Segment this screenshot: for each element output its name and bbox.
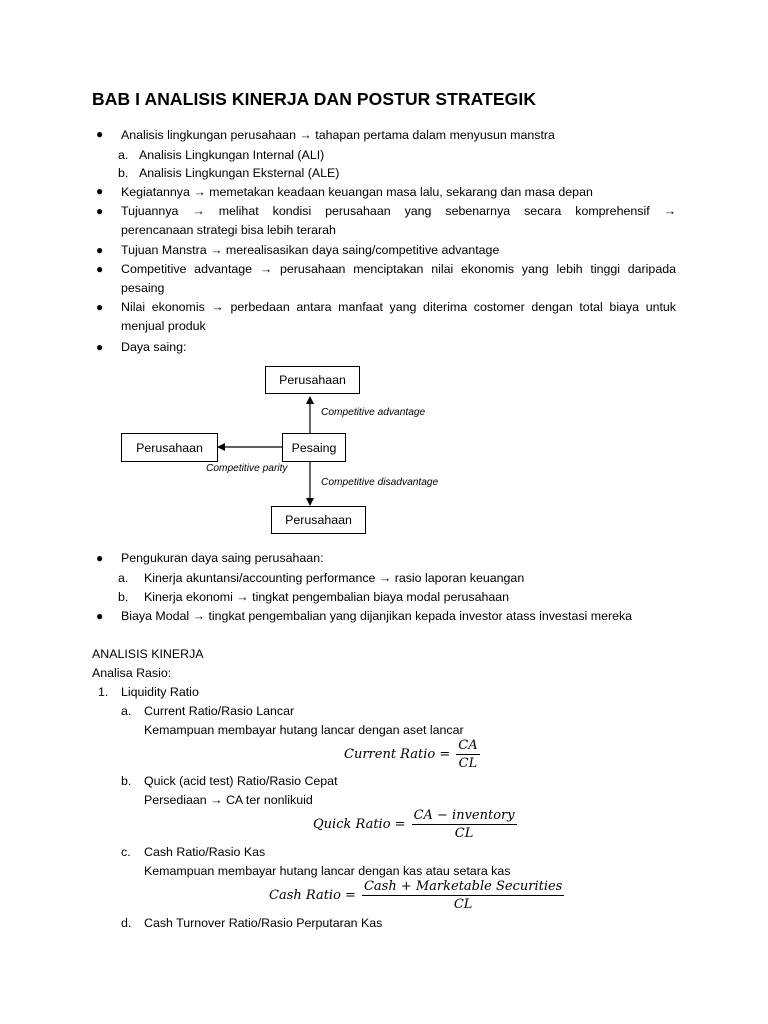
label-competitive-advantage: Competitive advantage	[321, 407, 426, 418]
diagram-box-left: Perusahaan	[121, 433, 218, 462]
list-marker: c.	[121, 845, 131, 859]
list-item: Analisis Lingkungan Internal (ALI)	[139, 148, 325, 162]
bullet-dot: ●	[96, 340, 104, 354]
section-heading: ANALISIS KINERJA	[92, 647, 204, 661]
list-marker: d.	[121, 916, 132, 930]
bullet-dot: ●	[96, 300, 104, 314]
list-marker: b.	[118, 590, 129, 604]
denominator: CL	[453, 897, 473, 912]
bullet-line: Tujuannya → melihat kondisi perusahaan yang sebenarnya secara komprehensif →	[121, 204, 676, 218]
ratio-title: Cash Ratio/Rasio Kas	[144, 845, 266, 859]
bullet-dot: ●	[96, 551, 104, 565]
formula-lhs: Cash Ratio =	[269, 888, 356, 903]
label-competitive-disadvantage: Competitive disadvantage	[321, 477, 439, 488]
ratio-title: Current Ratio/Rasio Lancar	[144, 704, 295, 718]
ratio-title: Cash Turnover Ratio/Rasio Perputaran Kas	[144, 916, 383, 930]
bullet-text: Analisis lingkungan perusahaan → tahapan pertama dalam menyusun manstra	[121, 128, 555, 142]
list-marker: 1.	[98, 685, 109, 699]
bullet-text: Kegiatannya → memetakan keadaan keuangan masa lalu, sekarang dan masa depan	[121, 185, 593, 199]
bullet-line: menjual produk	[121, 319, 206, 333]
bullet-line: pesaing	[121, 281, 165, 295]
bullet-text: Biaya Modal → tingkat pengembalian yang dijanjikan kepada investor atass investasi mereka	[121, 609, 633, 623]
formula-current-ratio	[344, 738, 480, 771]
fraction	[456, 738, 479, 771]
bullet-dot: ●	[96, 262, 104, 276]
ratio-description: Persediaan → CA ter nonlikuid	[144, 793, 313, 807]
list-marker: b.	[121, 774, 132, 788]
denominator: CL	[458, 756, 478, 771]
list-marker: a.	[118, 148, 129, 162]
denominator: CL	[454, 826, 474, 841]
diagram-box-center: Pesaing	[282, 433, 346, 462]
bullet-dot: ●	[96, 609, 104, 623]
numerator: Cash + Marketable Securities	[363, 879, 563, 894]
diagram-box-top: Perusahaan	[265, 366, 360, 394]
numerator: CA	[458, 738, 478, 753]
bullet-dot: ●	[96, 243, 104, 257]
list-marker: a.	[118, 571, 129, 585]
bullet-dot: ●	[96, 184, 104, 198]
formula-lhs: Quick Ratio =	[313, 817, 406, 832]
bullet-text: Tujuan Manstra → merealisasikan daya saing/competitive advantage	[121, 243, 500, 257]
formula-cash-ratio	[269, 879, 564, 912]
list-item: Kinerja ekonomi → tingkat pengembalian biaya modal perusahaan	[144, 590, 510, 604]
ratio-title: Quick (acid test) Ratio/Rasio Cepat	[144, 774, 338, 788]
liquidity-ratio-label: Liquidity Ratio	[121, 685, 199, 699]
formula-quick-ratio	[313, 808, 517, 841]
bullet-line: Competitive advantage → perusahaan menciptakan nilai ekonomis yang lebih tinggi daripada	[121, 262, 676, 276]
numerator: CA − inventory	[413, 808, 515, 823]
diagram-box-bottom: Perusahaan	[271, 506, 366, 534]
label-competitive-parity: Competitive parity	[206, 463, 288, 474]
ratio-description: Kemampuan membayar hutang lancar dengan kas atau setara kas	[144, 864, 511, 878]
list-marker: a.	[121, 704, 132, 718]
fraction	[412, 808, 517, 841]
ratio-description: Kemampuan membayar hutang lancar dengan aset lancar	[144, 723, 464, 737]
formula-lhs: Current Ratio =	[344, 747, 451, 762]
list-item: Analisis Lingkungan Eksternal (ALE)	[139, 166, 340, 180]
page-title: BAB I ANALISIS KINERJA DAN POSTUR STRATEGIK	[92, 89, 537, 109]
bullet-dot: ●	[96, 204, 104, 218]
section-subheading: Analisa Rasio:	[92, 666, 172, 680]
bullet-line: Nilai ekonomis → perbedaan antara manfaat yang diterima costomer dengan total biaya untuk	[121, 300, 676, 314]
list-item: Kinerja akuntansi/accounting performance → rasio laporan keuangan	[144, 571, 525, 585]
bullet-text: Daya saing:	[121, 340, 187, 354]
list-marker: b.	[118, 166, 129, 180]
fraction	[362, 879, 564, 912]
bullet-line: perencanaan strategi bisa lebih terarah	[121, 223, 336, 237]
bullet-text: Pengukuran daya saing perusahaan:	[121, 551, 324, 565]
bullet-dot: ●	[96, 127, 104, 141]
